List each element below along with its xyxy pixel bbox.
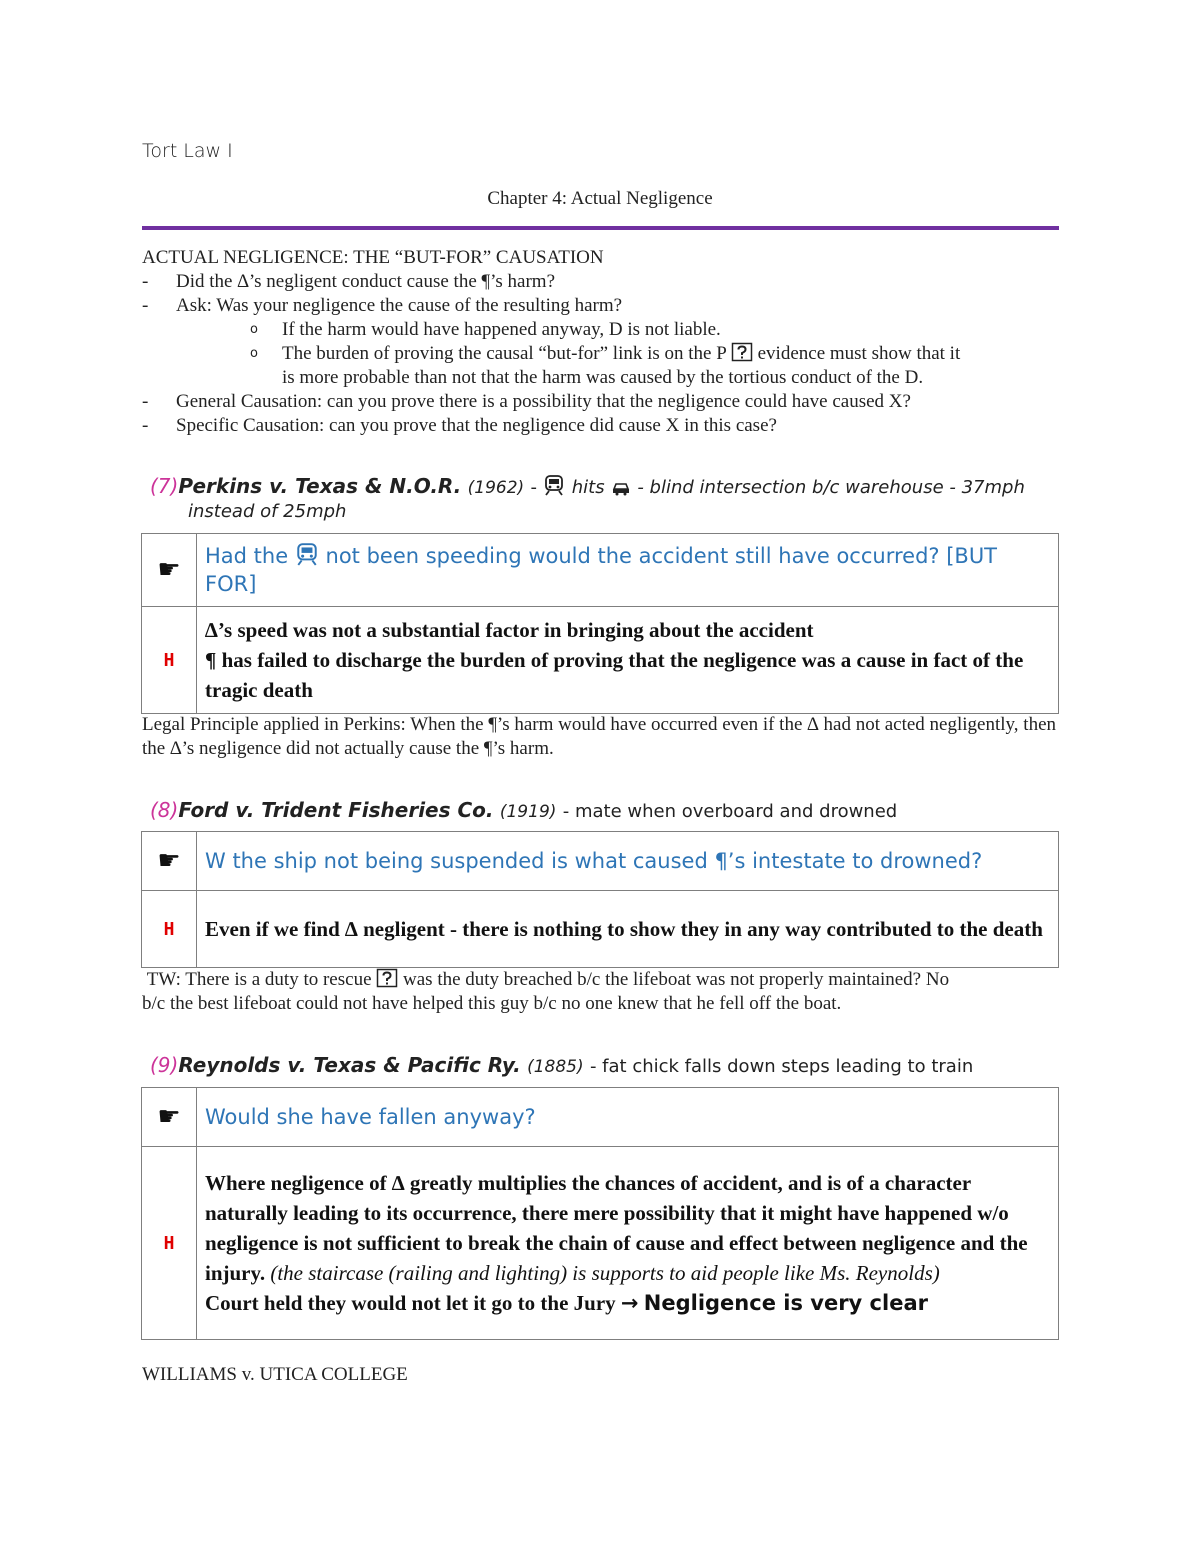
- question-row: [142, 832, 1059, 891]
- bullet-item: - Did the ∆’s negligent conduct cause the ¶’s harm?: [142, 271, 556, 292]
- case-number: (7): [150, 474, 179, 498]
- circle-bullet: o: [250, 322, 258, 337]
- legal-principle: Legal Principle applied in Perkins: When the ¶’s harm would have occurred even if the ∆ had not acted negligently, then the ∆’s negligence did not actually cause the ¶’s harm.: [142, 714, 1057, 759]
- case-brief-reynolds: [141, 1087, 1059, 1340]
- issue-question: W the ship not being suspended is what caused ¶’s intestate to drowned?: [197, 832, 1059, 891]
- question-box-icon: [731, 342, 753, 362]
- case-name: Ford v. Trident Fisheries Co.: [178, 798, 494, 822]
- dash-bullet: -: [142, 295, 149, 316]
- holding-label: H: [142, 1147, 197, 1340]
- sub-bullet-continuation: is more probable than not that the harm was caused by the tortious conduct of the D.: [282, 367, 924, 388]
- bullet-item: - Specific Causation: can you prove that the negligence did cause X in this case?: [142, 415, 777, 436]
- holding-row: [142, 607, 1059, 714]
- holding-text: ∆’s speed was not a substantial factor in bringing about the accident ¶ has failed to discharge the burden of proving that the negligence was a cause in fact of the tragic death: [197, 607, 1059, 714]
- section-heading: ACTUAL NEGLIGENCE: THE “BUT-FOR” CAUSATION: [142, 247, 604, 268]
- case-description-continued: instead of 25mph: [188, 501, 347, 522]
- case-name: Perkins v. Texas & N.O.R.: [178, 474, 462, 498]
- holding-label: H: [142, 891, 197, 968]
- case-brief-ford: [141, 831, 1059, 968]
- tw-note: TW: There is a duty to rescue was the duty breached b/c the lifeboat was not properly maintained? No b/c the best lifeboat could not have helped this guy b/c no one knew that he fell off the boat.: [142, 969, 950, 1014]
- case-number: (9): [150, 1053, 179, 1077]
- case-brief-perkins: [141, 533, 1059, 714]
- issue-cell: [142, 534, 197, 607]
- pointing-hand-icon: ☛: [157, 1102, 181, 1132]
- case-year: (1919): [499, 802, 557, 822]
- case-name: Reynolds v. Texas & Pacific Ry.: [178, 1053, 521, 1077]
- case-heading-perkins: (7)Perkins v. Texas & N.O.R. (1962) - hits - blind intersection b/c warehouse - 37mph: [150, 474, 1025, 498]
- case-heading-reynolds: (9)Reynolds v. Texas & Pacific Ry. (1885) - fat chick falls down steps leading to train: [150, 1053, 974, 1077]
- question-row: [142, 534, 1059, 607]
- bullet-item: - General Causation: can you prove there is a possibility that the negligence could have caused X?: [142, 391, 911, 412]
- sub-bullet-item: o The burden of proving the causal “but-for” link is on the P evidence must show that it: [250, 343, 961, 364]
- holding-row: [142, 1147, 1059, 1340]
- case-year: (1885): [527, 1057, 584, 1077]
- dash-bullet: -: [142, 391, 149, 412]
- issue-question: Had the not been speeding would the accident still have occurred? [BUT FOR]: [197, 534, 1059, 607]
- circle-bullet: o: [250, 346, 258, 361]
- train-icon: [295, 542, 319, 566]
- question-box-icon: [376, 968, 398, 988]
- dash-bullet: -: [142, 271, 149, 292]
- issue-cell: [142, 832, 197, 891]
- causation-notes: [142, 246, 1072, 438]
- case-heading-ford: (8)Ford v. Trident Fisheries Co. (1919) - mate when overboard and drowned: [150, 798, 898, 822]
- course-title: Tort Law I: [142, 140, 233, 162]
- sub-bullet-item: o If the harm would have happened anyway, D is not liable.: [250, 319, 721, 340]
- holding-text: Where negligence of ∆ greatly multiplies the chances of accident, and is of a character naturally leading to its occurrence, there mere possibility that it might have happened w/o negligence is not sufficient to break the chain of cause and effect between negligence and the injury. (the staircase (railing and lighting) is supports to aid people like Ms. Reynolds) Court held they would not let it go to the Jury → Negligence is very clear: [197, 1147, 1059, 1340]
- next-case-heading: WILLIAMS v. UTICA COLLEGE: [142, 1364, 408, 1385]
- arrow-icon: →: [620, 1291, 639, 1315]
- issue-question: Would she have fallen anyway?: [197, 1088, 1059, 1147]
- case-number: (8): [150, 798, 179, 822]
- case-year: (1962): [467, 478, 525, 498]
- train-icon: [543, 474, 565, 496]
- title-divider: [142, 226, 1059, 230]
- pointing-hand-icon: ☛: [157, 846, 181, 876]
- chapter-title: Chapter 4: Actual Negligence: [487, 188, 713, 209]
- pointing-hand-icon: ☛: [157, 555, 181, 585]
- holding-row: [142, 891, 1059, 968]
- holding-text: Even if we find ∆ negligent - there is nothing to show they in any way contributed to the death: [197, 891, 1059, 968]
- question-row: [142, 1088, 1059, 1147]
- car-icon: [611, 480, 631, 496]
- issue-cell: [142, 1088, 197, 1147]
- bullet-item: - Ask: Was your negligence the cause of the resulting harm?: [142, 295, 623, 316]
- holding-label: H: [142, 607, 197, 714]
- dash-bullet: -: [142, 415, 149, 436]
